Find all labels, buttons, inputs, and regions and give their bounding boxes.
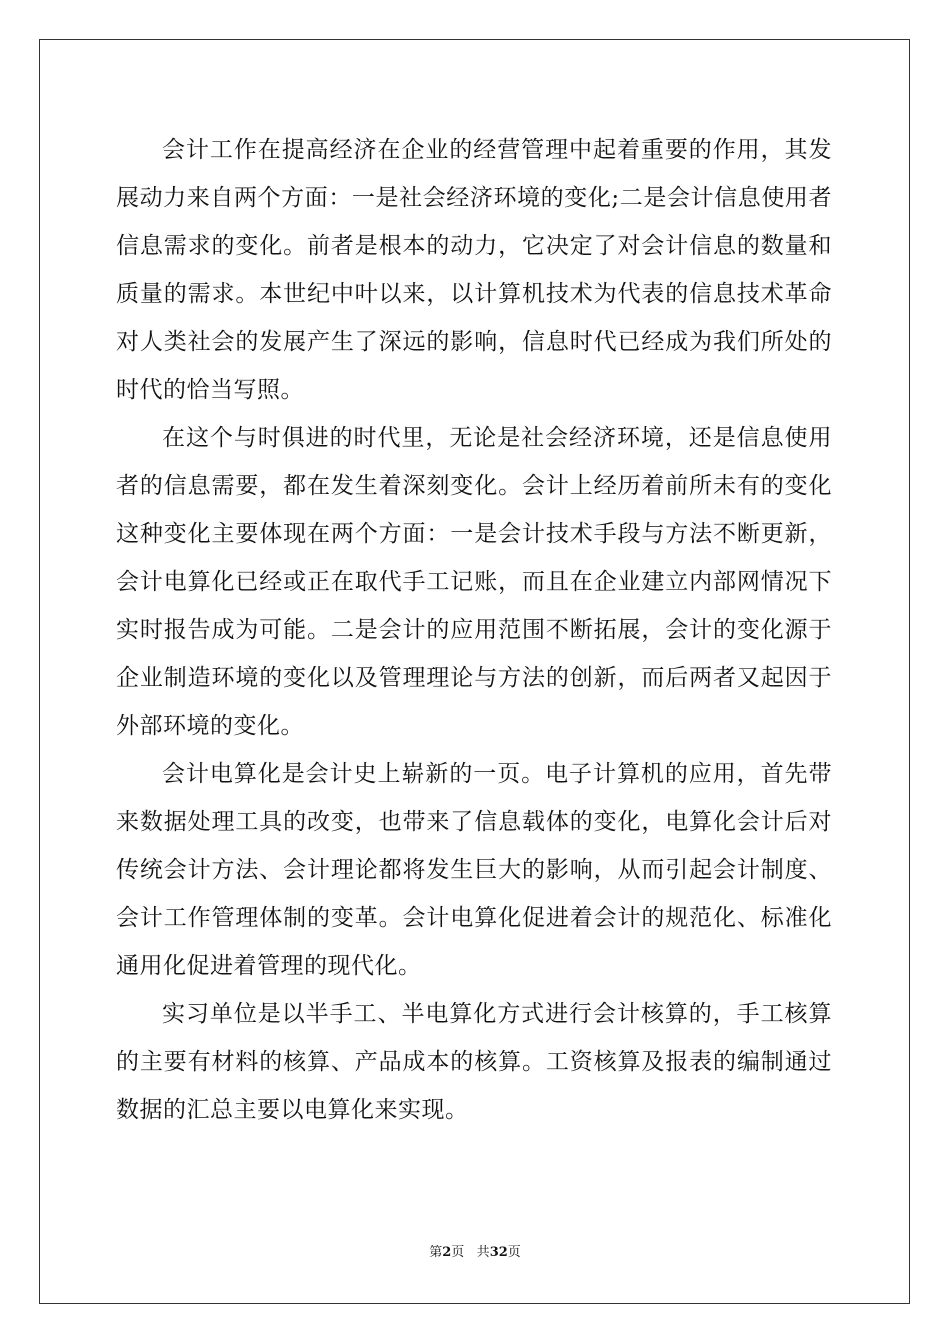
total-suffix: 页 xyxy=(507,1245,521,1260)
paragraph-4: 实习单位是以半手工、半电算化方式进行会计核算的，手工核算的主要有材料的核算、产品成本的核算。工资核算及报表的编制通过数据的汇总主要以电算化来实现。 xyxy=(116,1001,832,1123)
document-body xyxy=(116,126,832,1134)
page-footer xyxy=(0,1244,950,1262)
paragraph-2: 在这个与时俱进的时代里，无论是社会经济环境，还是信息使用者的信息需要，都在发生着深刻变化。会计上经历着前所未有的变化这种变化主要体现在两个方面：一是会计技术手段与方法不断更新，会计电算化已经或正在取代手工记账，而且在企业建立内部网情况下实时报告成为可能。二是会计的应用范围不断拓展，会计的变化源于企业制造环境的变化以及管理理论与方法的创新，而后两者又起因于外部环境的变化。 xyxy=(116,425,832,739)
paragraph-1: 会计工作在提高经济在企业的经营管理中起着重要的作用，其发展动力来自两个方面：一是社会经济环境的变化;二是会计信息使用者信息需求的变化。前者是根本的动力，它决定了对会计信息的数量和质量的需求。本世纪中叶以来，以计算机技术为代表的信息技术革命对人类社会的发展产生了深远的影响，信息时代已经成为我们所处的时代的恰当写照。 xyxy=(116,137,832,403)
total-pages: 32 xyxy=(489,1245,508,1260)
page-prefix: 第 xyxy=(429,1245,443,1260)
page-suffix: 页 xyxy=(451,1245,465,1260)
paragraph-3: 会计电算化是会计史上崭新的一页。电子计算机的应用，首先带来数据处理工具的改变，也带来了信息载体的变化，电算化会计后对传统会计方法、会计理论都将发生巨大的影响，从而引起会计制度、会计工作管理体制的变革。会计电算化促进着会计的规范化、标准化通用化促进着管理的现代化。 xyxy=(116,761,832,979)
total-prefix: 共 xyxy=(476,1245,490,1260)
page-current: 2 xyxy=(442,1245,452,1260)
